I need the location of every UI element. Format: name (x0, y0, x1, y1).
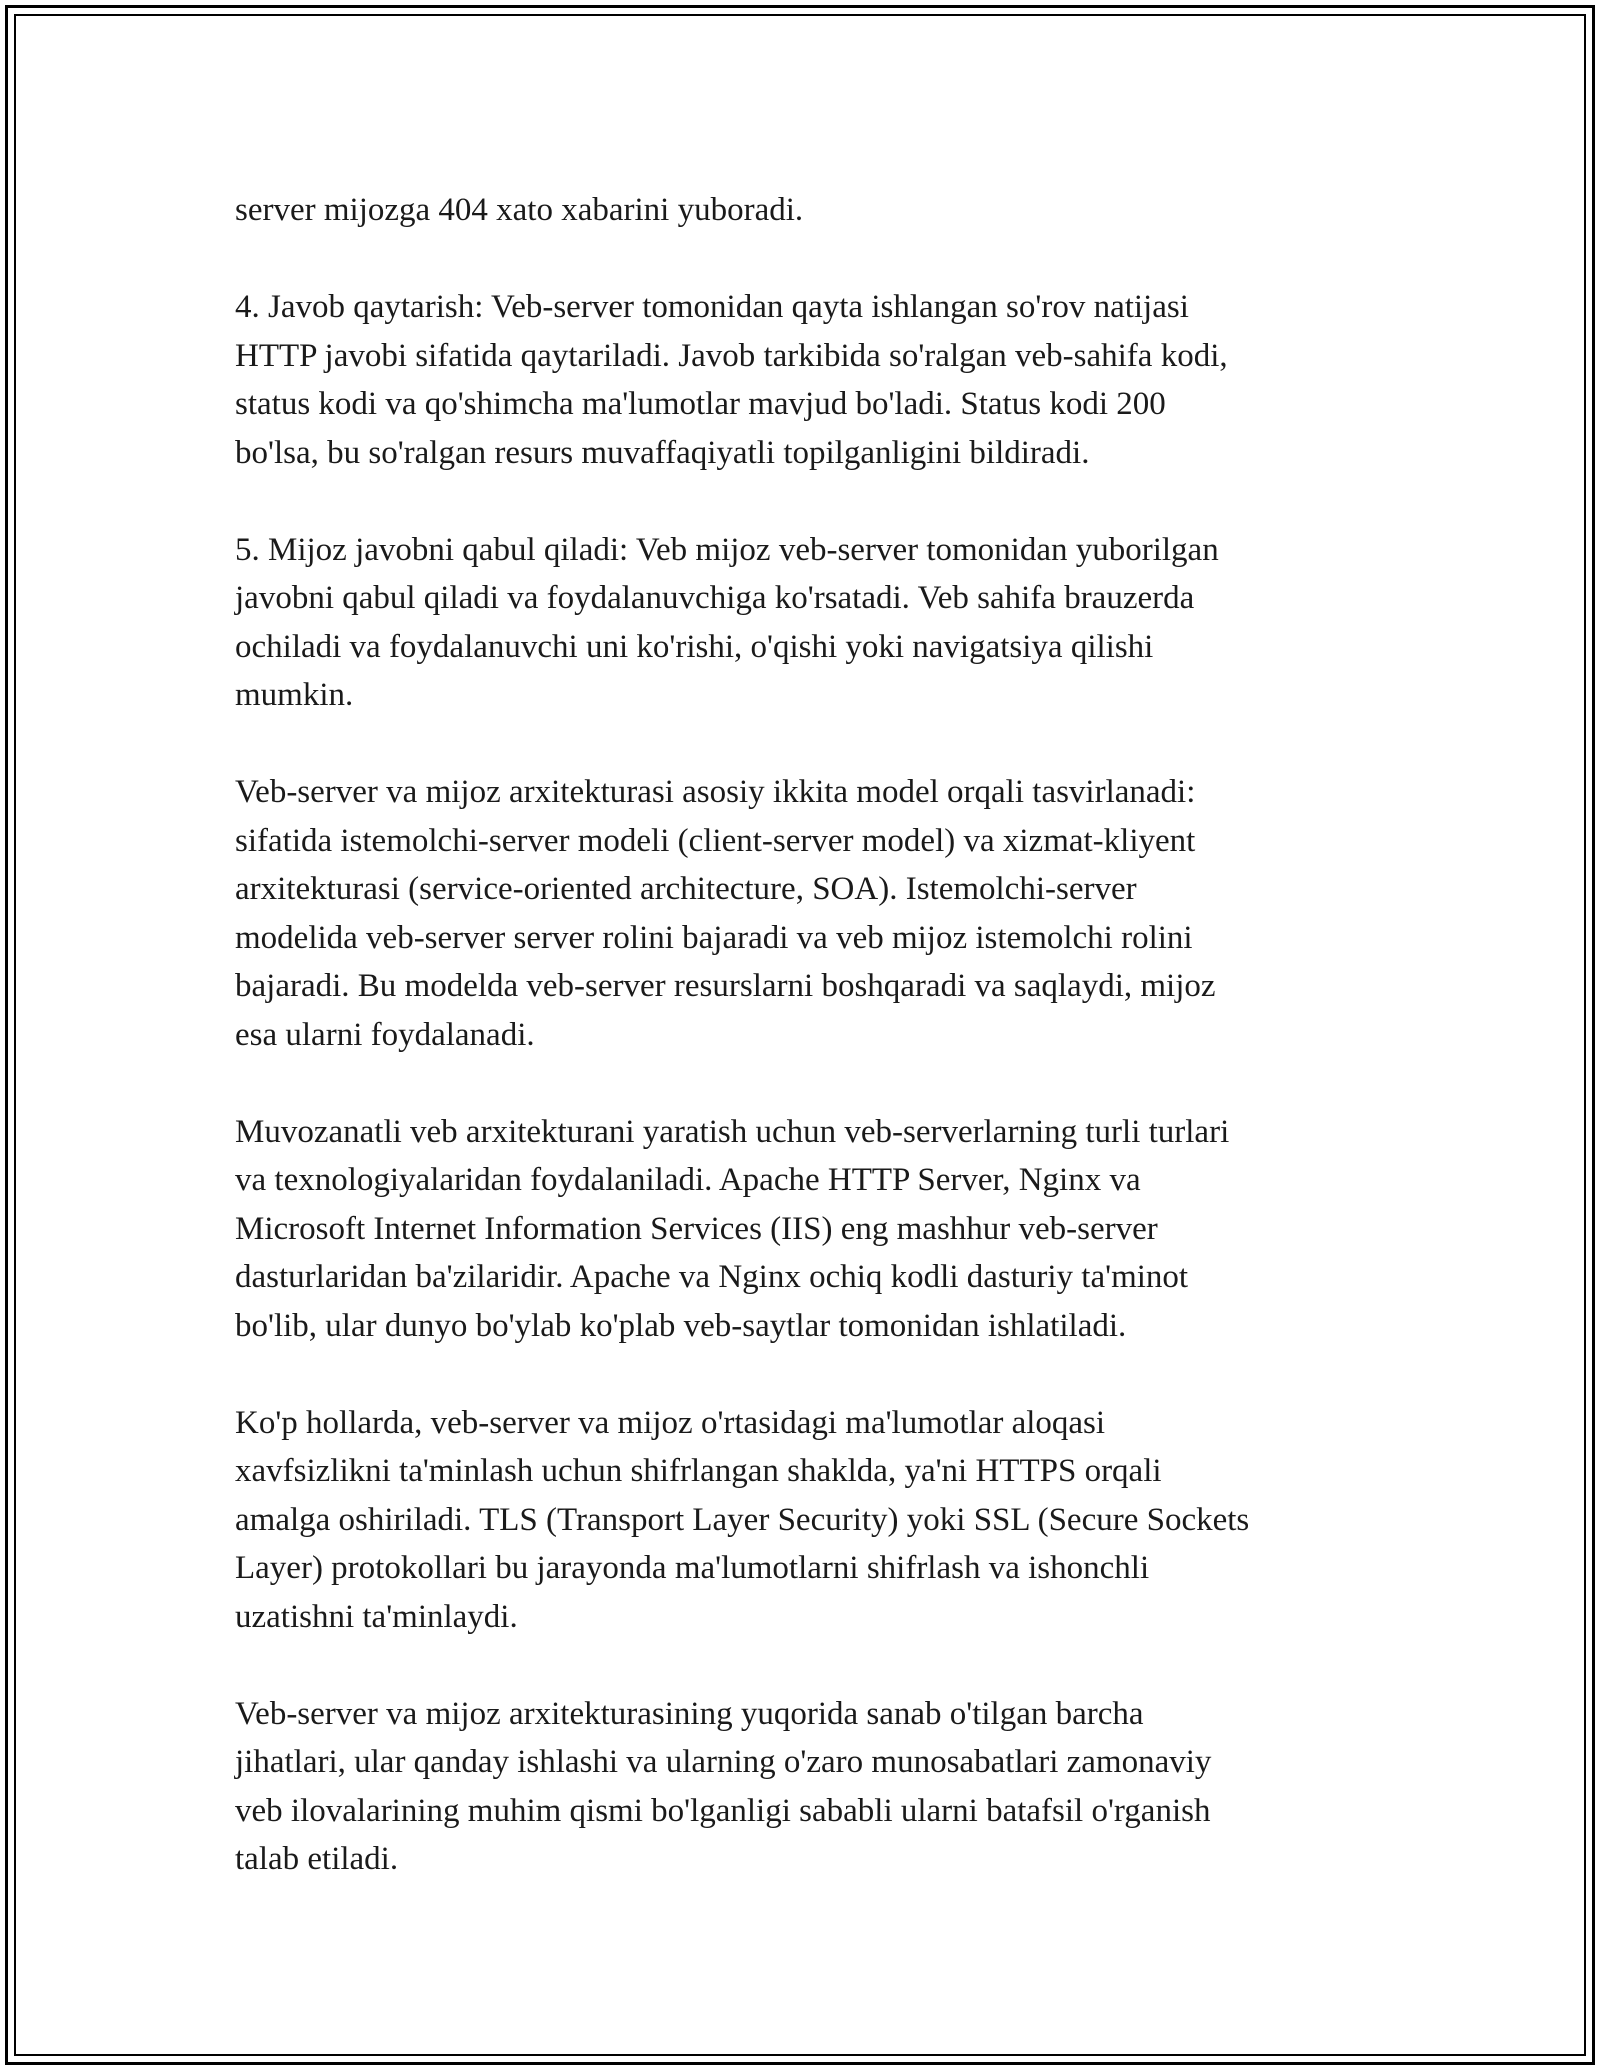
document-body (235, 186, 1375, 1932)
paragraph-web-server-software: Muvozanatli veb arxitekturani yaratish uchun veb-serverlarning turli turlari va texnologiyalaridan foydalaniladi. Apache HTTP Server, Nginx va Microsoft Internet Information Services (IIS) eng mashhur veb-server dasturlaridan ba'zilaridir. Apache va Nginx ochiq kodli dasturiy ta'minot bo'lib, ular dunyo bo'ylab ko'plab veb-saytlar tomonidan ishlatiladi. (235, 1113, 1230, 1344)
paragraph-architecture-models: Veb-server va mijoz arxitekturasi asosiy ikkita model orqali tasvirlanadi: sifatida istemolchi-server modeli (client-server model) va xizmat-kliyent arxitekturasi (service-oriented architecture, SOA). Istemolchi-server modelida veb-server server rolini bajaradi va veb mijoz istemolchi rolini bajaradi. Bu modelda veb-server resurslarni boshqaradi va saqlaydi, mijoz esa ularni foydalanadi. (235, 774, 1216, 1053)
paragraph-https-security: Ko'p hollarda, veb-server va mijoz o'rtasidagi ma'lumotlar aloqasi xavfsizlikni ta'minlash uchun shifrlangan shakldа, ya'ni HTTPS orqali amalga oshiriladi. TLS (Transport Layer Security) yoki SSL (Secure Sockets Layer) protokollari bu jarayonda ma'lumotlarni shifrlash va ishonchli uzatishni ta'minlaydi. (235, 1404, 1250, 1635)
paragraph-conclusion: Veb-server va mijoz arxitekturasining yuqorida sanab o'tilgan barcha jihatlari, ular qanday ishlashi va ularning o'zaro munosabatlari zamonaviy veb ilovalarining muhim qismi bo'lganligi sababli ularni batafsil o'rganish talab etiladi. (235, 1695, 1212, 1877)
paragraph-step-4-response: 4. Javob qaytarish: Veb-server tomonidan qayta ishlangan so'rov natijasi HTTP javobi sifatida qaytariladi. Javob tarkibida so'ralgan veb-sahifa kodi, status kodi va qo'shimcha ma'lumotlar mavjud bo'ladi. Status kodi 200 bo'lsa, bu so'ralgan resurs muvaffaqiyatli topilganligini bildiradi. (235, 289, 1228, 471)
paragraph-continuation: server mijozga 404 xato xabarini yuboradi. (235, 192, 804, 228)
paragraph-step-5-client-receives: 5. Mijoz javobni qabul qiladi: Veb mijoz veb-server tomonidan yuborilgan javobni qabul qiladi va foydalanuvchiga ko'rsatadi. Veb sahifa brauzerda ochiladi va foydalanuvchi uni ko'rishi, o'qishi yoki navigatsiya qilishi mumkin. (235, 531, 1219, 713)
